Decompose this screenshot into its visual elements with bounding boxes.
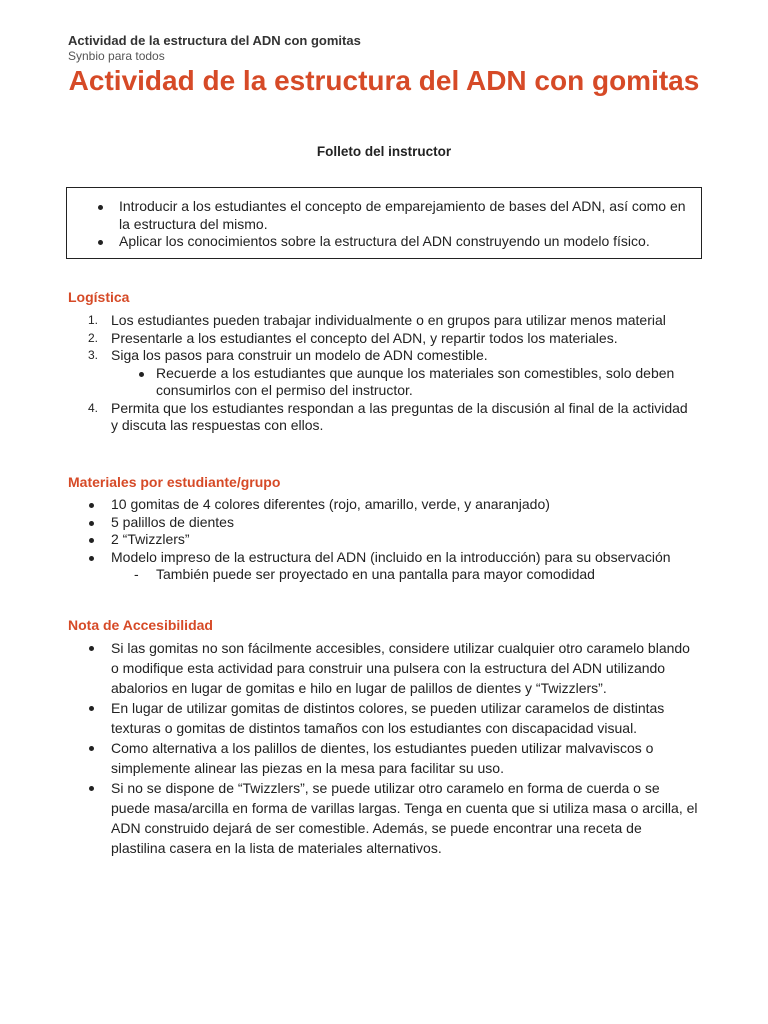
material-item: 5 palillos de dientes [68, 514, 688, 532]
objective-item: Introducir a los estudiantes el concepto de emparejamiento de bases del ADN, así como en la estructura del mismo. [67, 198, 701, 233]
material-sub-text: También puede ser proyectado en una pantalla para mayor comodidad [156, 566, 595, 582]
materials-list [68, 496, 688, 584]
logistics-item [68, 330, 688, 348]
item-text: Los estudiantes pueden trabajar individualmente o en grupos para utilizar menos material [111, 312, 666, 328]
accessibility-item: Si no se dispone de “Twizzlers”, se puede utilizar otro caramelo en forma de cuerda o se puede masa/arcilla en forma de varillas largas. Tenga en cuenta que si utiliza masa o arcilla, el ADN construido dejará de ser comestible. Además, se puede encontrar una receta de plastilina casera en la lista de materiales alternativos. [68, 778, 698, 858]
item-number: 1. [88, 313, 99, 327]
logistics-sub-item: Recuerde a los estudiantes que aunque los materiales son comestibles, solo deben consumirlos con el permiso del instructor. [68, 365, 688, 400]
accessibility-heading: Nota de Accesibilidad [68, 617, 213, 633]
objective-item: Aplicar los conocimientos sobre la estructura del ADN construyendo un modelo físico. [67, 233, 701, 251]
materials-heading: Materiales por estudiante/grupo [68, 474, 281, 490]
item-text: Permita que los estudiantes respondan a las preguntas de la discusión al final de la actividad y discuta las respuestas con ellos. [111, 399, 688, 433]
accessibility-item: Como alternativa a los palillos de dientes, los estudiantes pueden utilizar malvaviscos o simplemente alinear las piezas en la mesa para facilitar su uso. [68, 738, 698, 778]
material-item: 2 “Twizzlers” [68, 531, 688, 549]
dash-mark: - [134, 566, 139, 582]
logistics-list [68, 312, 688, 435]
accessibility-list [68, 638, 698, 858]
item-number: 2. [88, 330, 99, 345]
item-text: Presentarle a los estudiantes el concepto del ADN, y repartir todos los materiales. [111, 329, 618, 346]
accessibility-item: Si las gomitas no son fácilmente accesibles, considere utilizar cualquier otro caramelo blando o modifique esta actividad para construir una pulsera con la estructura del ADN utilizando abalorios en lugar de gomitas e hilo en lugar de palillos de dientes y “Twizzlers”. [68, 638, 698, 698]
item-number: 3. [88, 348, 99, 362]
page-subtitle: Folleto del instructor [316, 144, 452, 159]
material-item: 10 gomitas de 4 colores diferentes (rojo, amarillo, verde, y anaranjado) [68, 496, 688, 514]
logistics-item [68, 347, 688, 365]
logistics-item [68, 400, 688, 435]
page-title: Actividad de la estructura del ADN con gomitas [68, 65, 700, 96]
header-org: Synbio para todos [68, 49, 165, 63]
logistics-heading: Logística [68, 289, 130, 305]
accessibility-item: En lugar de utilizar gomitas de distintos colores, se pueden utilizar caramelos de distintas texturas o gomitas de distintos tamaños con los estudiantes con discapacidad visual. [68, 698, 698, 738]
logistics-item [68, 312, 688, 330]
objectives-box [66, 187, 702, 259]
objectives-list [67, 198, 701, 251]
header-doc-title: Actividad de la estructura del ADN con gomitas [68, 33, 361, 48]
item-number: 4. [88, 400, 99, 415]
material-item: Modelo impreso de la estructura del ADN (incluido en la introducción) para su observación [68, 549, 688, 567]
material-sub-item [68, 566, 688, 584]
item-text: Siga los pasos para construir un modelo de ADN comestible. [111, 347, 488, 363]
